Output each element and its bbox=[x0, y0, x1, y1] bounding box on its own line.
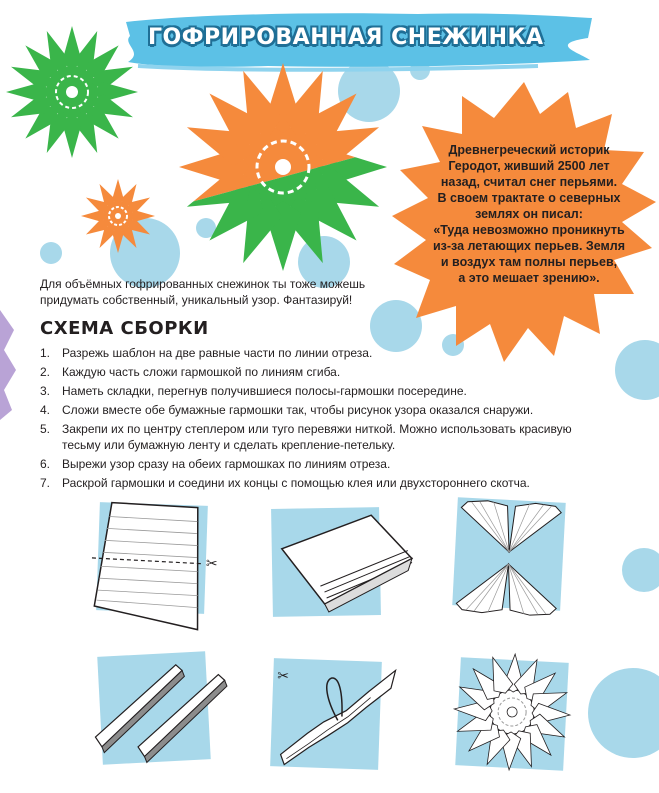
intro-line: придумать собственный, уникальный узор. Фантазируй! bbox=[40, 293, 353, 307]
step-item bbox=[40, 456, 640, 472]
step-text: Каждую часть сложи гармошкой по линиям сгиба. bbox=[62, 365, 341, 379]
steps-list bbox=[40, 345, 640, 494]
orange-small-snowflake-icon bbox=[80, 178, 156, 254]
step-number: 1. bbox=[40, 346, 51, 360]
step-number: 2. bbox=[40, 365, 51, 379]
step-item bbox=[40, 421, 640, 453]
step-text: Разрежь шаблон на две равные части по линии отреза. bbox=[62, 346, 373, 360]
fan-halves-icon bbox=[452, 497, 566, 618]
illustration-tile bbox=[452, 497, 566, 611]
illustration-tile bbox=[96, 502, 218, 614]
step-number: 3. bbox=[40, 384, 51, 398]
finished-snowflake-icon bbox=[449, 649, 575, 775]
scheme-title: СХЕМА СБОРКИ bbox=[40, 318, 209, 339]
step-item bbox=[40, 383, 640, 399]
fact-line: и воздух там полны перьев, bbox=[440, 255, 618, 269]
step-text: Раскрой гармошки и соедини их концы с помощью клея или двухстороннего скотча. bbox=[62, 476, 530, 490]
illustration-tile bbox=[455, 657, 569, 771]
page-title: ГОФРИРОВАННАЯ СНЕЖИНКА bbox=[148, 25, 544, 50]
svg-text:✂: ✂ bbox=[277, 668, 290, 685]
decor-circle bbox=[40, 242, 62, 264]
step-text: Сложи вместе обе бумажные гармошки так, чтобы рисунок узора оказался снаружи. bbox=[62, 403, 534, 417]
illustration-tile bbox=[97, 651, 211, 765]
decor-circle bbox=[588, 668, 659, 758]
fact-box bbox=[424, 142, 634, 286]
step-number: 5. bbox=[40, 422, 51, 436]
fact-line: землях он писал: bbox=[475, 207, 583, 221]
step-text: Закрепи их по центру степлером или туго перевяжи ниткой. Можно использовать красивую bbox=[62, 422, 572, 436]
cut-template-icon bbox=[89, 494, 224, 634]
decor-circle bbox=[622, 548, 659, 592]
fact-line: из-за летающих перьев. Земля bbox=[432, 239, 625, 253]
accordion-fold-icon bbox=[279, 511, 411, 623]
step-item bbox=[40, 364, 640, 380]
two-strips-icon bbox=[89, 650, 235, 767]
large-orange-green-snowflake-icon bbox=[176, 60, 390, 274]
fact-line: Древнегреческий историк bbox=[448, 143, 610, 157]
step-number: 6. bbox=[40, 457, 51, 471]
intro-paragraph bbox=[40, 276, 420, 308]
green-snowflake-icon bbox=[4, 24, 140, 160]
fact-line: назад, считал снег перьями. bbox=[440, 175, 618, 189]
step-text: Наметь складки, перегнув получившиеся полосы-гармошки посередине. bbox=[62, 384, 467, 398]
step-number: 7. bbox=[40, 476, 51, 490]
step-number: 4. bbox=[40, 403, 51, 417]
tied-accordion-icon bbox=[270, 658, 404, 772]
step-item bbox=[40, 345, 640, 361]
svg-text:✂: ✂ bbox=[205, 555, 218, 573]
step-item bbox=[40, 402, 640, 418]
fact-line: а это мешает зрению». bbox=[458, 271, 600, 285]
fact-line: Геродот, живший 2500 лет bbox=[448, 159, 610, 173]
fact-line: В своем трактате о северных bbox=[437, 191, 621, 205]
step-text: тесьму или бумажную ленту и сделать крепление-петельку. bbox=[62, 438, 396, 452]
step-text: Вырежи узор сразу на обеих гармошках по линиям отреза. bbox=[62, 457, 391, 471]
illustration-tile bbox=[270, 658, 382, 770]
intro-line: Для объёмных гофрированных снежинок ты тоже можешь bbox=[40, 277, 366, 291]
step-item bbox=[40, 475, 640, 491]
purple-edge-decoration bbox=[0, 310, 18, 420]
fact-line: «Туда невозможно проникнуть bbox=[433, 223, 625, 237]
illustration-tile bbox=[271, 507, 381, 617]
